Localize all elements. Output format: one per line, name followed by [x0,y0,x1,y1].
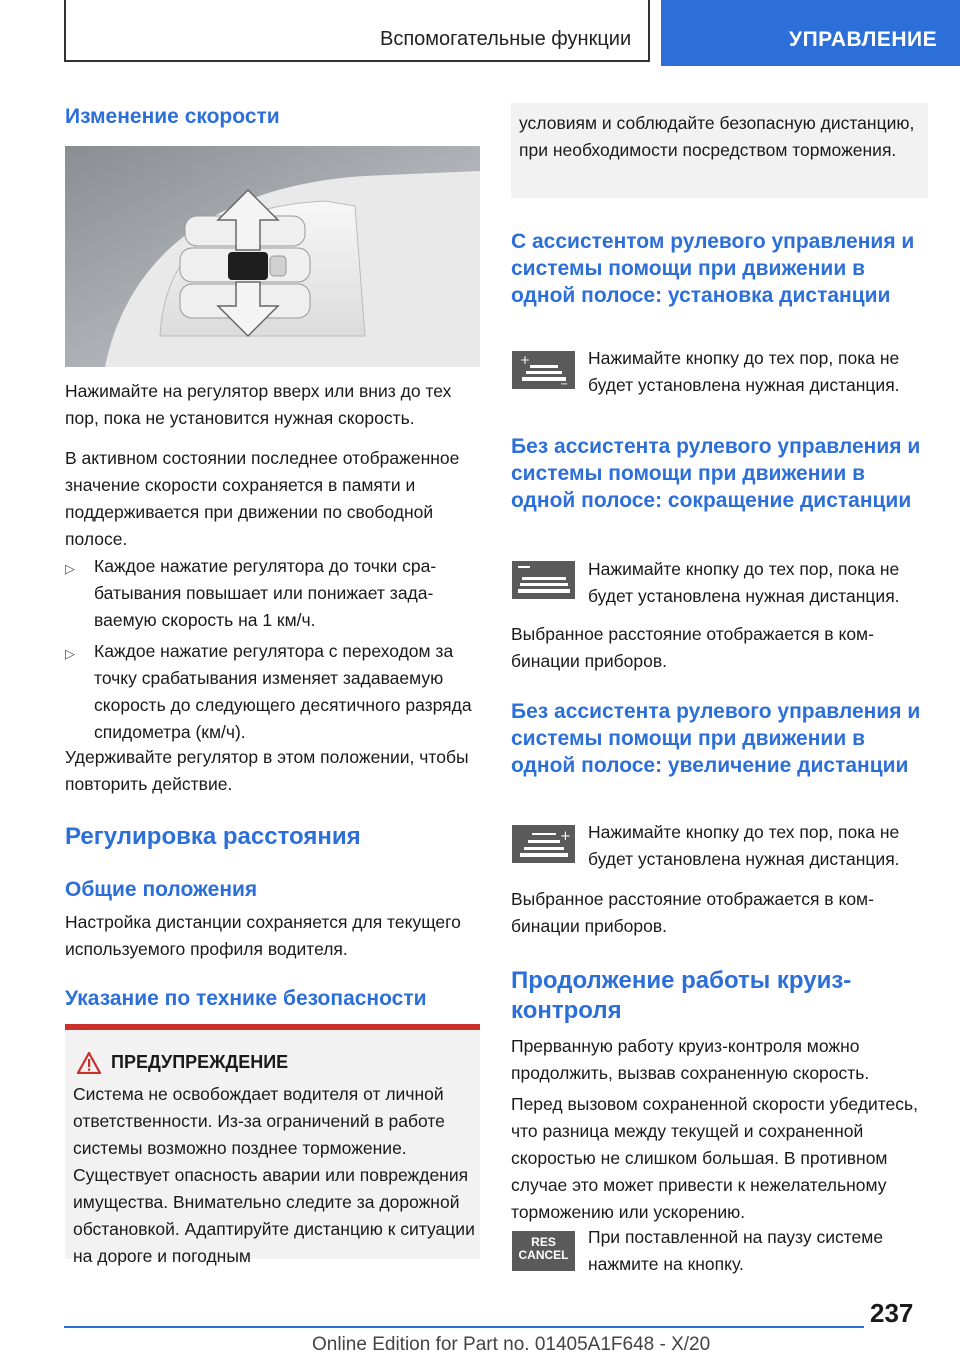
distance-decrease-icon [512,561,575,599]
distance-setting-icon [512,351,575,389]
paragraph-increase-display: Выбранное расстояние отображается в комбинации приборов. [511,889,874,936]
page-number: 237 [870,1298,914,1328]
heading-increase: Без ассистента рулевого управления и системы помощи при движении в одной полосе: увеличение дистанции [511,700,921,777]
paragraph-reduce-distance: Нажимайте кнопку до тех пор, пока не будет установлена нужная дистанция. [588,559,900,606]
heading-general: Общие положения [65,878,258,901]
heading-with-assistant: С ассистентом рулевого управления и системы помощи при движении в одной полосе: установка дистанции [511,230,915,307]
paragraph-reduce-display: Выбранное расстояние отображается в комбинации приборов. [511,624,874,671]
res-label: RES [531,1235,556,1249]
paragraph-resume-1: Прерванную работу круиз-контроля можно продолжить, вызвав сохраненную скорость. [511,1036,870,1083]
header-section: Вспомогательные функции [380,28,632,50]
heading-speed-change: Изменение скорости [65,105,280,128]
paragraph-increase-distance: Нажимайте кнопку до тех пор, пока не будет установлена нужная дистанция. [588,822,900,869]
paragraph-profile: Настройка дистанции сохраняется для текущего используемого профиля водителя. [65,912,461,959]
minus-sign: − [560,379,569,389]
paragraph-memory: В активном состоянии последнее отображенное значение скорости сохраняется в памяти и поддерживается при движении по свободной полосе. [65,448,460,549]
bullet-marker: ▷ [65,646,75,661]
paragraph-resume-2: Перед вызовом сохраненной скорости убедитесь, что разница между текущей и сохраненной скоростью не слишком большая. В противном случае это может привести к нежелательному торможению или ускорению. [511,1094,919,1222]
steering-wheel-controls-image [65,146,480,367]
bullet-marker: ▷ [65,561,75,576]
footer-edition: Online Edition for Part no. 01405A1F648 - X/20 [312,1334,711,1355]
warning-continuation: условиям и соблюдайте безопасную дистанцию, при необходимости посредством торможения. [511,103,928,198]
paragraph-press-regulator: Нажимайте на регулятор вверх или вниз до тех пор, пока не установится нужная скорость. [65,381,452,428]
header-chapter-tab: УПРАВЛЕНИЕ [661,0,960,66]
heading-safety: Указание по технике безопасности [65,987,427,1010]
distance-increase-icon [512,825,575,863]
heading-resume: Продолжение работы круиз-контроля [511,967,852,1024]
footer-rule [64,1326,864,1328]
warning-title: ПРЕДУПРЕЖДЕНИЕ [111,1052,289,1072]
res-cancel-button-icon [512,1231,575,1271]
bullet-item: Каждое нажатие регулятора с переходом за точку срабатывания изменяет задаваемую скорость до следующего десятичного разряда спидометра (км/ч). [94,641,472,742]
warning-box [65,1024,480,1266]
warning-text: Система не освобождает водителя от личной ответственности. Из-за ограничений в работе системы возможно позднее торможение. Существует опасность аварии или повреждения имущества. Внимательно следите за дорожной обстановкой. Адаптируйте дистанцию к ситуации на дороге и погодным [73,1084,475,1266]
plus-sign: + [560,829,571,844]
paragraph-resume-3: При поставленной на паузу системе нажмите на кнопку. [588,1227,884,1274]
cancel-label: CANCEL [518,1248,569,1262]
plus-sign: + [520,353,531,367]
heading-distance: Регулировка расстояния [65,823,361,850]
paragraph-hold: Удерживайте регулятор в этом положении, чтобы повторить действие. [65,747,469,794]
warning-triangle-icon [77,1052,101,1074]
paragraph-set-distance: Нажимайте кнопку до тех пор, пока не будет установлена нужная дистанция. [588,348,900,395]
heading-reduce: Без ассистента рулевого управления и системы помощи при движении в одной полосе: сокращение дистанции [511,435,921,512]
bullet-item: Каждое нажатие регулятора до точки срабатывания повышает или понижает задаваемую скорость на 1 км/ч. [94,556,437,630]
